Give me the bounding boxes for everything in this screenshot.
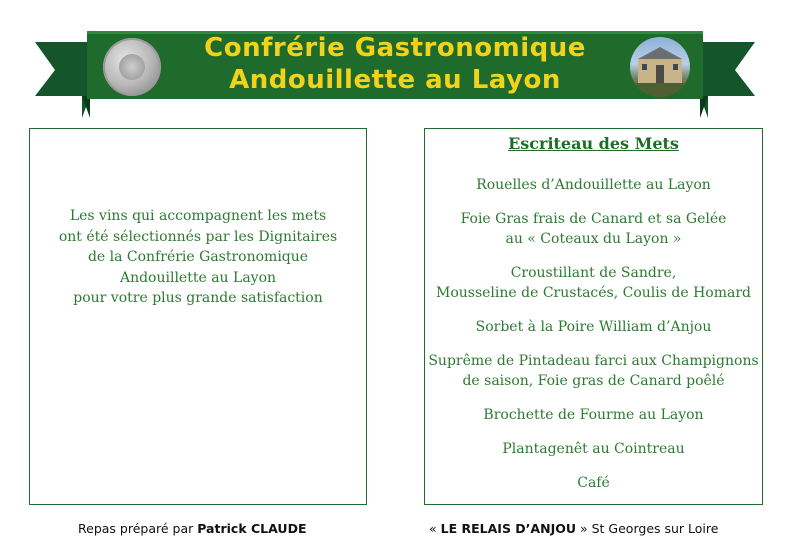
dish-line: Café	[577, 475, 610, 491]
dish-line: Suprême de Pintadeau farci aux Champignons	[428, 353, 759, 369]
wine-note-line: Andouillette au Layon	[119, 269, 277, 286]
restaurant-location: St Georges sur Loire	[591, 521, 719, 536]
restaurant-credit	[429, 521, 718, 536]
dish-line: Rouelles d’Andouillette au Layon	[476, 177, 711, 193]
menu-dish	[425, 351, 762, 391]
wine-note-line: ont été sélectionnés par les Dignitaires	[58, 228, 338, 245]
banner-title	[150, 32, 640, 96]
menu-dish	[425, 209, 762, 249]
dish-line: Brochette de Fourme au Layon	[483, 407, 704, 423]
chef-name: Patrick CLAUDE	[197, 521, 307, 536]
banner-title-line2: Andouillette au Layon	[229, 65, 561, 95]
banner	[0, 0, 791, 125]
building-photo-icon	[630, 37, 690, 97]
menu-dish	[425, 263, 762, 303]
banner-title-line1: Confrérie Gastronomique	[204, 33, 586, 63]
menu-panel	[424, 128, 763, 505]
wine-note-line: pour votre plus grande satisfaction	[73, 290, 323, 306]
menu-list	[425, 175, 762, 507]
dish-line: Plantagenêt au Cointreau	[502, 441, 685, 457]
quote-open: «	[429, 521, 437, 536]
dish-line: au « Coteaux du Layon »	[505, 231, 682, 247]
wine-note-panel	[29, 128, 367, 505]
prepared-by-label: Repas préparé par	[78, 521, 194, 536]
dish-line: de saison, Foie gras de Canard poêlé	[462, 373, 725, 389]
menu-dish	[425, 405, 762, 425]
dish-line: Croustillant de Sandre,	[510, 265, 677, 281]
dish-line: Mousseline de Crustacés, Coulis de Homard	[436, 285, 751, 301]
quote-close: »	[579, 521, 588, 536]
restaurant-name: LE RELAIS D’ANJOU	[440, 521, 576, 536]
wine-note-line: de la Confrérie Gastronomique	[87, 249, 309, 265]
menu-dish	[425, 175, 762, 195]
chef-credit	[78, 521, 307, 536]
dish-line: Foie Gras frais de Canard et sa Gelée	[460, 211, 727, 227]
menu-title: Escriteau des Mets	[508, 134, 679, 153]
menu-dish	[425, 317, 762, 337]
dish-line: Sorbet à la Poire William d’Anjou	[475, 319, 712, 335]
wine-note-text	[30, 206, 366, 309]
menu-dish	[425, 439, 762, 459]
menu-dish	[425, 473, 762, 493]
wine-note-line: Les vins qui accompagnent les mets	[69, 208, 327, 224]
